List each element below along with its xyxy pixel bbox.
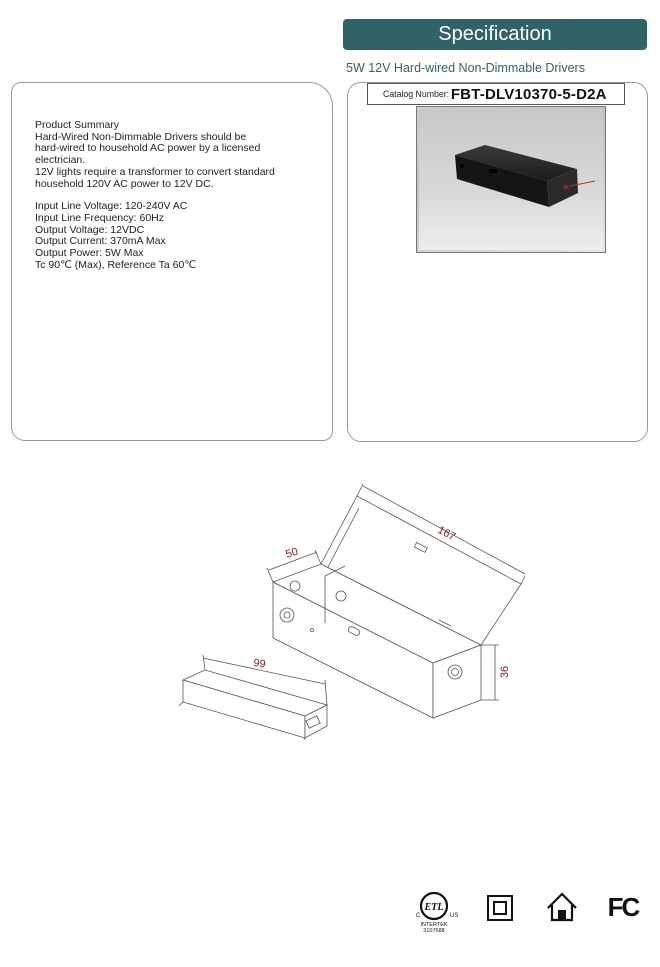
dimension-width-label: 50: [284, 545, 300, 561]
product-summary-panel: [11, 82, 333, 441]
product-image-panel: [347, 82, 648, 442]
dimension-driver-length-label: 99: [252, 657, 267, 671]
etl-c-text: C: [416, 913, 421, 919]
summary-description-2: 12V lights require a transformer to convert standard household 120V AC power to 12V DC.: [35, 165, 275, 190]
catalog-number: FBT-DLV10370-5-D2A: [450, 85, 607, 103]
catalog-label: Catalog Number:: [383, 88, 450, 100]
etl-listed-icon: [416, 893, 458, 934]
spec-output-voltage: Output Voltage: 12VDC: [35, 223, 145, 236]
banner-title: Specification: [438, 23, 552, 45]
double-insulation-icon: [488, 896, 512, 920]
etl-intertek-text: INTERTEK: [420, 922, 448, 928]
spec-output-power: Output Power: 5W Max: [35, 247, 144, 260]
etl-number-text: 3107688: [423, 928, 445, 934]
etl-mark-text: ETL: [424, 902, 444, 913]
specification-banner: [343, 19, 647, 50]
dimension-length-label: 167: [435, 524, 458, 544]
summary-description-1: Hard-Wired Non-Dimmable Drivers should be hard-wired to household AC power by a licensed electrician.: [35, 130, 261, 167]
spec-input-frequency: Input Line Frequency: 60Hz: [35, 211, 164, 224]
summary-text: [35, 120, 325, 271]
etl-us-text: US: [450, 913, 459, 919]
product-subtitle: 5W 12V Hard-wired Non-Dimmable Drivers: [346, 61, 585, 75]
spec-output-current: Output Current: 370mA Max: [35, 235, 166, 248]
spec-input-voltage: Input Line Voltage: 120-240V AC: [35, 200, 188, 213]
product-photo: [416, 106, 606, 253]
catalog-number-box: [367, 83, 625, 105]
dimension-height-label: 36: [499, 665, 511, 679]
spec-temperature: Tc 90℃ (Max), Reference Ta 60℃: [35, 258, 197, 271]
summary-heading: Product Summary: [35, 119, 120, 131]
certifications-row: [410, 880, 650, 940]
indoor-use-icon: [548, 894, 576, 920]
dimension-drawing: [175, 480, 525, 740]
fcc-icon: FC: [607, 892, 639, 922]
driver-photo-illustration: [417, 107, 605, 252]
